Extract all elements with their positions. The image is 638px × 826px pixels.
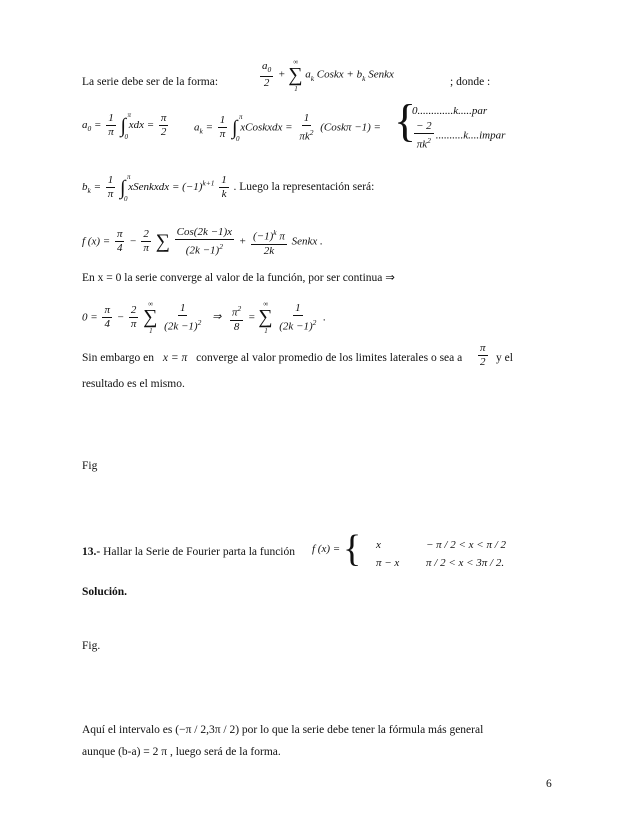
a0-equation: $a_0$ = $\frac{1}{\pi}$ π ∫ 0 xdx = $\frac{\pi}{2}$ xyxy=(82,110,167,141)
solucion-heading: Solución. xyxy=(82,586,128,598)
series-form-formula: $\frac{a_0}{2}$ + ∞ ∑ 1 $a_k$ Coskx + $b_k$ Senkx xyxy=(262,57,394,93)
a0-over-2: $\frac{a_0}{2}$ xyxy=(262,60,272,90)
fx-series-equation: f (x) = $\frac{\pi}{4}$ − $\frac{2}{\pi}$ ∑ $\frac{\text{Cos(2k −1)x}}{(2k -1)^2}$ + $\frac{(-1)^k \pi}{2k}$ Senkx . xyxy=(82,226,323,257)
sum-symbol: ∑ xyxy=(288,63,303,86)
bk-equation: $b_k$ = $\frac{1}{\pi}$ π ∫ 0 xSenkxdx = $(-1)^{k+1}$ $\frac{1}{k}$ . Luego la representación será: xyxy=(82,172,375,203)
donde-text: ; donde : xyxy=(450,76,491,88)
left-brace: { xyxy=(394,95,417,146)
converge-text: En x = 0 la serie converge al valor de la función, por ser continua ⇒ xyxy=(82,272,395,284)
sin-embargo-line: Sin embargo en x = π converge al valor promedio de los limites laterales o sea a xyxy=(82,352,463,364)
page-number: 6 xyxy=(546,778,552,790)
case-impar: $\frac{- 2}{\pi k^2}$ ..........k....impar xyxy=(416,120,506,151)
resultado-line: resultado es el mismo. xyxy=(82,378,185,390)
left-brace: { xyxy=(342,528,362,570)
integral-symbol: ∫ xyxy=(120,114,126,137)
figure-placeholder-2: Fig. xyxy=(82,640,101,652)
intro-text: La serie debe ser de la forma: xyxy=(82,76,219,88)
sum-symbol: ∑ xyxy=(155,230,170,253)
y-el-text: y el xyxy=(496,352,513,364)
case-par: 0.............k.....par xyxy=(412,105,488,117)
piecewise-function: f (x) = { x − π / 2 < x < π / 2 π − x π / 2 < x < 3π / 2. xyxy=(312,528,507,570)
aunque-line: aunque (b-a) = 2 π , luego será de la forma. xyxy=(82,746,281,758)
problem-13: 13.- Hallar la Serie de Fourier parta la función xyxy=(82,546,295,558)
pi-over-2: $\frac{\pi}{2}$ xyxy=(480,342,486,368)
figure-placeholder-1: Fig xyxy=(82,460,98,472)
intervalo-line: Aquí el intervalo es (−π / 2,3π / 2) por lo que la serie debe tener la fórmula más general xyxy=(82,724,484,736)
zero-equation: 0 = $\frac{\pi}{4}$ − $\frac{2}{\pi}$ ∞ ∑ 1 $\frac{1}{(2k -1)^2}$ ⇒ $\frac{\pi^2}{8}$ = ∞ ∑ 1 $\frac{1}{(2k -1)^2}$ . xyxy=(82,300,326,336)
ak-equation: $a_k$ = $\frac{1}{\pi}$ π ∫ 0 xCoskxdx = $\frac{1}{\pi k^2}$ (Coskπ −1) = xyxy=(194,112,381,143)
ak-cases xyxy=(394,95,506,151)
